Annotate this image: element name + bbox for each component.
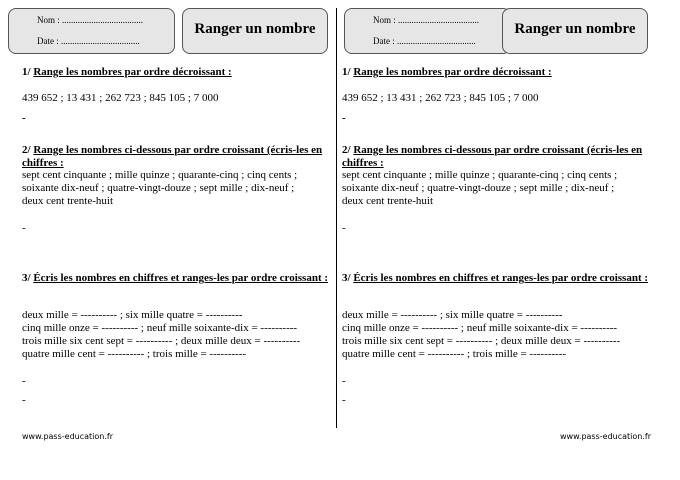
exercise3-line1: deux mille = ---------- ; six mille quatre = ----------: [342, 309, 563, 321]
name-field-label: Nom : ....................................: [37, 15, 144, 25]
exercise2-heading: [342, 144, 650, 169]
worksheet-title: Ranger un nombre: [514, 21, 636, 37]
worksheet-right: [340, 0, 670, 480]
title-box: [502, 8, 648, 54]
exercise3-number: 3/: [342, 272, 351, 284]
worksheet-title: Ranger un nombre: [194, 21, 316, 37]
name-date-box: [344, 8, 511, 54]
exercise2-heading: [22, 144, 330, 169]
exercise3-answer-dash-1: -: [342, 375, 346, 387]
exercise2-line3: deux cent trente-huit: [22, 195, 114, 207]
exercise2-line2: soixante dix-neuf ; quatre-vingt-douze ; sept mille ; dix-neuf ;: [342, 182, 615, 194]
exercise2-line2: soixante dix-neuf ; quatre-vingt-douze ; sept mille ; dix-neuf ;: [22, 182, 295, 194]
exercise3-answer-dash-2: -: [342, 394, 346, 406]
exercise1-numbers: 439 652 ; 13 431 ; 262 723 ; 845 105 ; 7 000: [342, 92, 539, 104]
exercise3-heading: [22, 272, 330, 285]
date-field-label: Date : ...................................: [373, 36, 476, 46]
exercise2-number: 2/: [22, 144, 31, 156]
exercise2-title: Range les nombres ci-dessous par ordre croissant (écris-les en chiffres :: [342, 144, 643, 169]
footer-url: www.pass-education.fr: [22, 432, 113, 441]
exercise2-title: Range les nombres ci-dessous par ordre croissant (écris-les en chiffres :: [22, 144, 323, 169]
title-box: [182, 8, 328, 54]
exercise1-heading: [22, 66, 330, 79]
exercise3-heading: [342, 272, 650, 285]
worksheet-left: [0, 0, 330, 480]
exercise2-line1: sept cent cinquante ; mille quinze ; quarante-cinq ; cinq cents ;: [22, 169, 298, 181]
exercise3-line2: cinq mille onze = ---------- ; neuf mille soixante-dix = ----------: [342, 322, 618, 334]
exercise3-answer-dash-1: -: [22, 375, 26, 387]
exercise3-answer-dash-2: -: [22, 394, 26, 406]
exercise3-line3: trois mille six cent sept = ---------- ; deux mille deux = ----------: [22, 335, 301, 347]
exercise2-answer-dash: -: [22, 222, 26, 234]
exercise3-title: Écris les nombres en chiffres et ranges-les par ordre croissant :: [353, 272, 649, 284]
exercise3-number: 3/: [22, 272, 31, 284]
exercise2-number: 2/: [342, 144, 351, 156]
page-divider: [336, 8, 337, 428]
exercise3-title: Écris les nombres en chiffres et ranges-les par ordre croissant :: [33, 272, 329, 284]
exercise2-line3: deux cent trente-huit: [342, 195, 434, 207]
exercise2-answer-dash: -: [342, 222, 346, 234]
exercise1-numbers: 439 652 ; 13 431 ; 262 723 ; 845 105 ; 7 000: [22, 92, 219, 104]
exercise3-line2: cinq mille onze = ---------- ; neuf mille soixante-dix = ----------: [22, 322, 298, 334]
exercise1-number: 1/: [22, 66, 31, 78]
exercise3-line3: trois mille six cent sept = ---------- ; deux mille deux = ----------: [342, 335, 621, 347]
date-field-label: Date : ...................................: [37, 36, 140, 46]
exercise1-title: Range les nombres par ordre décroissant :: [33, 66, 232, 78]
exercise3-line4: quatre mille cent = ---------- ; trois mille = ----------: [342, 348, 567, 360]
name-field-label: Nom : ....................................: [373, 15, 480, 25]
exercise1-number: 1/: [342, 66, 351, 78]
exercise1-title: Range les nombres par ordre décroissant :: [353, 66, 552, 78]
footer-url: www.pass-education.fr: [560, 432, 651, 441]
exercise1-answer-dash: -: [22, 112, 26, 124]
exercise1-answer-dash: -: [342, 112, 346, 124]
name-date-box: [8, 8, 175, 54]
exercise2-line1: sept cent cinquante ; mille quinze ; quarante-cinq ; cinq cents ;: [342, 169, 618, 181]
exercise1-heading: [342, 66, 650, 79]
exercise3-line4: quatre mille cent = ---------- ; trois mille = ----------: [22, 348, 247, 360]
exercise3-line1: deux mille = ---------- ; six mille quatre = ----------: [22, 309, 243, 321]
